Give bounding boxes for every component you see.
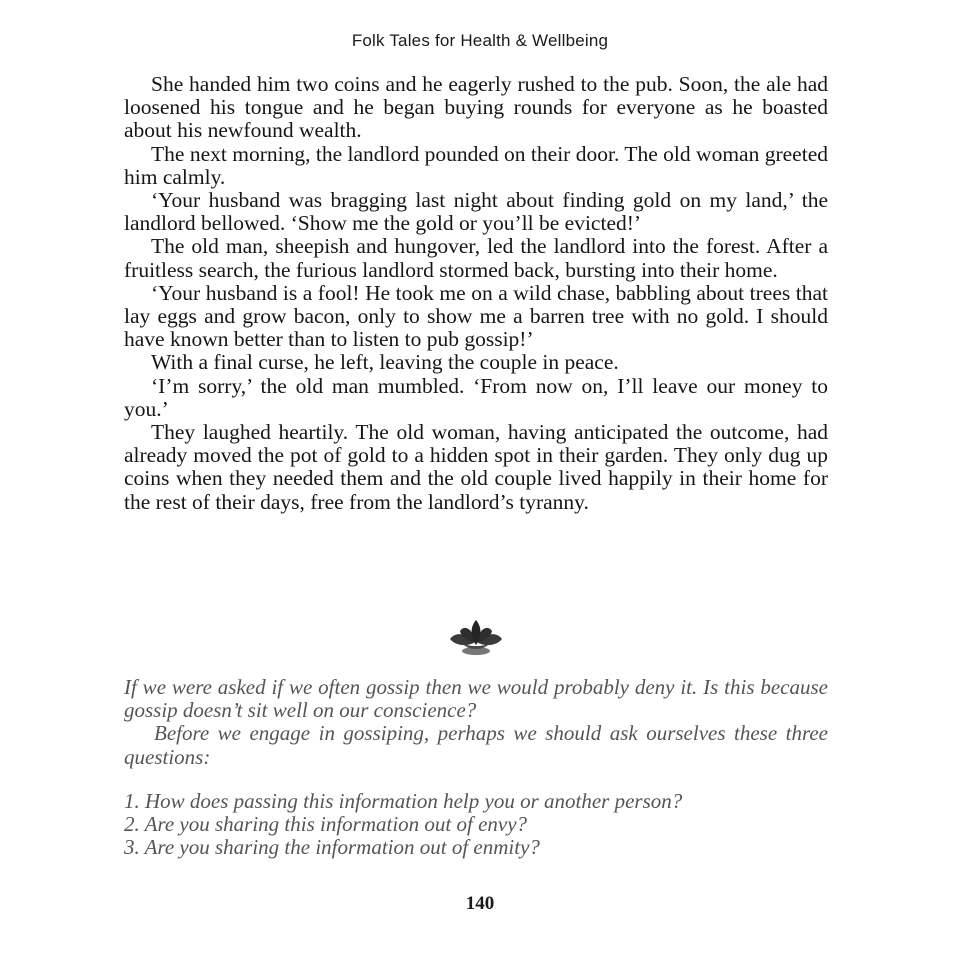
story-paragraph: The old man, sheepish and hungover, led the landlord into the forest. After a fruitless search, the furious landlord stormed back, bursting into their home. <box>124 234 828 282</box>
reflection-paragraph: Before we engage in gossiping, perhaps we should ask ourselves these three questions: <box>124 721 828 769</box>
question-item: 1. How does passing this information help you or another person? <box>124 789 683 813</box>
question-list <box>124 790 834 860</box>
lotus-flower-icon <box>446 617 506 659</box>
reflection-paragraph: If we were asked if we often gossip then we would probably deny it. Is this because gossip doesn’t sit well on our conscience? <box>124 675 828 723</box>
story-paragraph: The next morning, the landlord pounded on their door. The old woman greeted him calmly. <box>124 141 828 189</box>
page-number: 140 <box>465 893 495 914</box>
question-item: 3. Are you sharing the information out of enmity? <box>124 835 540 860</box>
question-item: 2. Are you sharing this information out of envy? <box>124 812 528 837</box>
story-paragraph: ‘I’m sorry,’ the old man mumbled. ‘From now on, I’ll leave our money to you.’ <box>124 373 828 421</box>
running-head-title: Folk Tales for Health & Wellbeing <box>351 31 609 50</box>
story-paragraph: ‘Your husband is a fool! He took me on a wild chase, babbling about trees that lay eggs and grow bacon, only to show me a barren tree with no gold. I should have known better than to listen to pub gossip!’ <box>124 280 828 352</box>
story-paragraph: With a final curse, he left, leaving the couple in peace. <box>151 350 619 375</box>
reflection-text <box>124 676 828 769</box>
story-text <box>124 73 828 514</box>
story-paragraph: She handed him two coins and he eagerly rushed to the pub. Soon, the ale had loosened his tongue and he began buying rounds for everyone as he boasted about his newfound wealth. <box>124 72 828 143</box>
story-paragraph: ‘Your husband was bragging last night about finding gold on my land,’ the landlord bellowed. ‘Show me the gold or you’ll be evicted!’ <box>124 188 828 236</box>
story-paragraph: They laughed heartily. The old woman, having anticipated the outcome, had already moved the pot of gold to a hidden spot in their garden. They only dug up coins when they needed them and the old couple lived happily in their home for the rest of their days, free from the landlord’s tyranny. <box>124 420 828 514</box>
